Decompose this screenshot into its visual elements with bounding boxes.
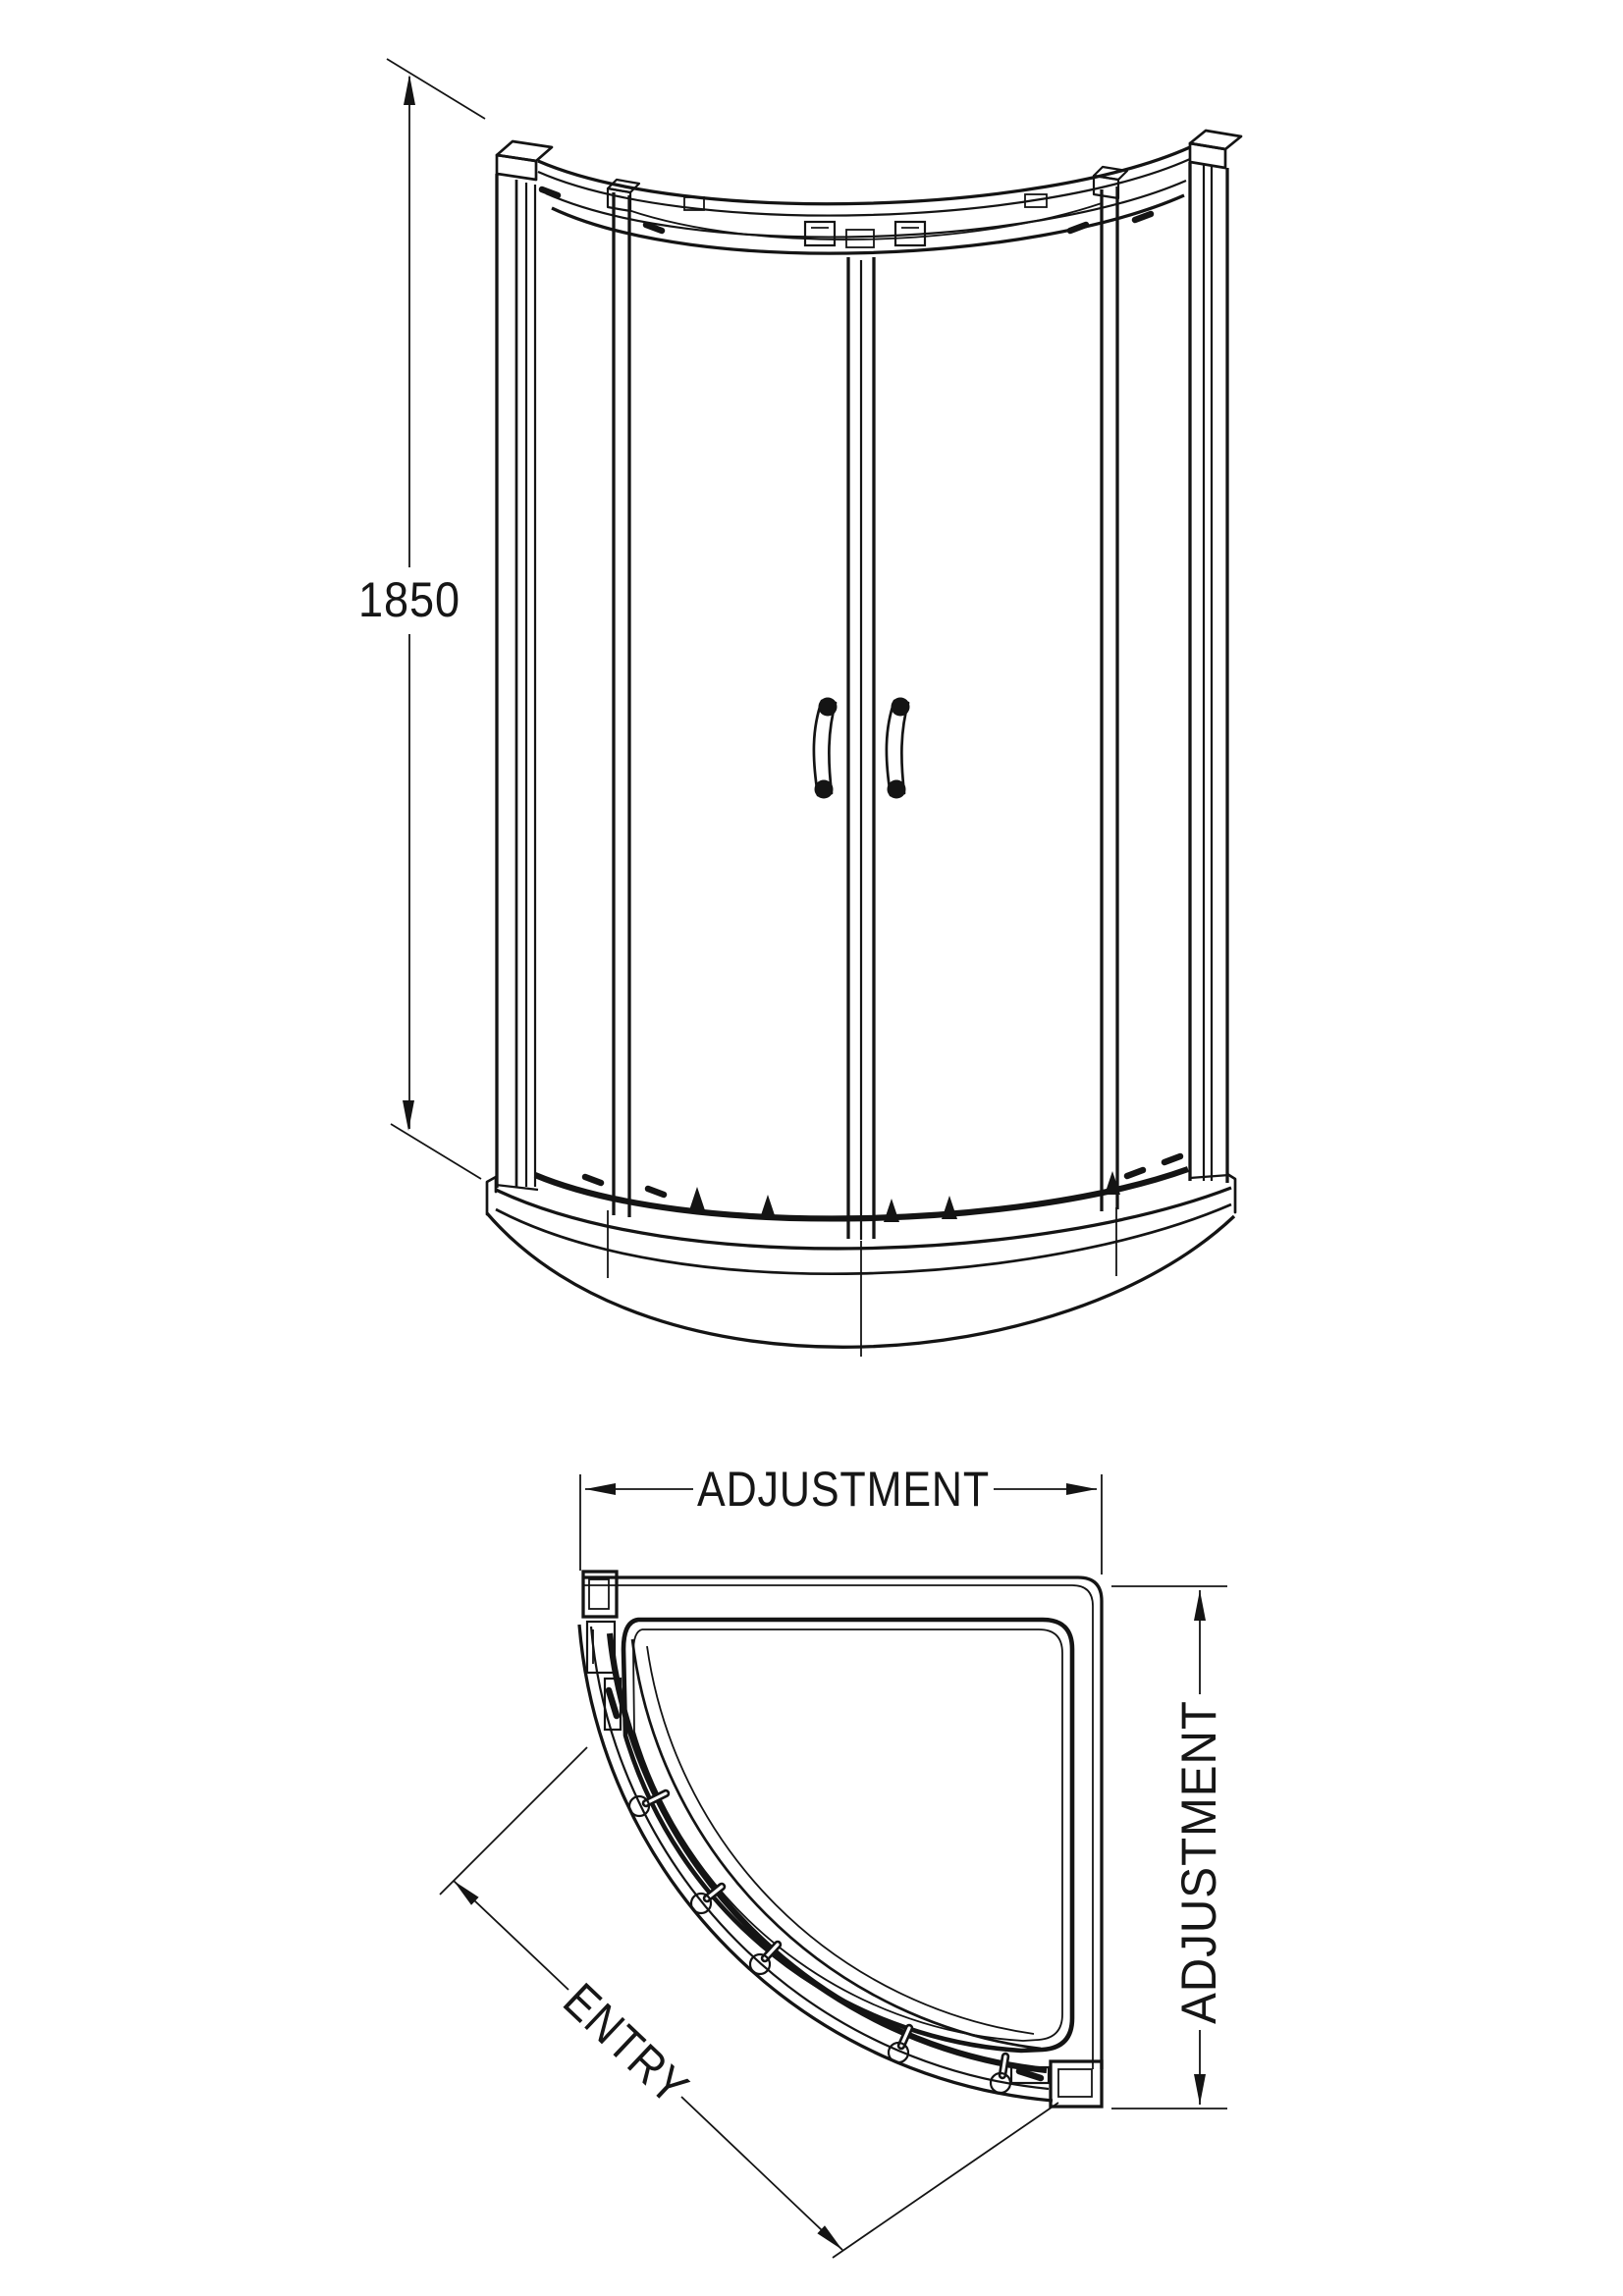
tray-inner-edge xyxy=(623,1620,1072,2051)
extension-line-top xyxy=(387,59,485,119)
glass-clamp-mark xyxy=(1127,1170,1143,1176)
bottom-roller xyxy=(884,1199,899,1222)
adjustment-vertical-label: ADJUSTMENT xyxy=(1171,1683,1226,2024)
curved-door-glass-band xyxy=(610,1633,1047,2070)
glass-panels-and-doors xyxy=(542,187,1180,1240)
arrowhead-left xyxy=(585,1483,616,1495)
arrowhead-down xyxy=(403,1100,414,1131)
curved-entry-track xyxy=(579,1620,1072,2101)
right-wall-profile xyxy=(1190,131,1241,1183)
right-post-cap-front xyxy=(1190,143,1225,168)
left-wall-profile xyxy=(496,141,552,1190)
adjustment-dimension-horizontal xyxy=(580,1462,1102,1575)
glass-clamp-mark xyxy=(1070,225,1086,231)
plan-view xyxy=(440,1462,1227,2258)
height-dimension xyxy=(358,59,485,1179)
glass-clamp-mark xyxy=(648,1189,664,1195)
plan-outline xyxy=(583,1572,1102,2107)
adjustment-dimension-vertical xyxy=(1111,1586,1227,2109)
height-dimension-label: 1850 xyxy=(358,572,460,627)
glass-clamp-mark xyxy=(585,1177,601,1183)
curved-top-rail xyxy=(538,147,1190,253)
bottom-roller xyxy=(942,1196,957,1219)
glass-clamp-mark xyxy=(646,225,662,231)
entry-dimension xyxy=(440,1747,1058,2258)
glass-clamp-mark xyxy=(542,189,558,195)
glass-clamp-mark xyxy=(1135,214,1151,220)
arrowhead-up xyxy=(404,75,415,105)
left-door-handle xyxy=(814,698,838,799)
extension-line-bottom xyxy=(833,2103,1058,2258)
glass-clamp-mark xyxy=(1164,1156,1180,1162)
extension-line-bottom xyxy=(391,1124,481,1179)
arrowhead-right xyxy=(1066,1483,1097,1495)
bottom-roller xyxy=(689,1187,705,1210)
left-post-cap-front xyxy=(497,155,536,180)
adjustment-horizontal-label: ADJUSTMENT xyxy=(697,1462,990,1517)
arrowhead-down xyxy=(1194,2074,1206,2105)
right-door-handle xyxy=(887,698,910,799)
front-elevation-view xyxy=(358,59,1241,1357)
center-hanger-left xyxy=(805,222,835,245)
entry-label: ENTRY xyxy=(553,1972,715,2130)
tray-left-end xyxy=(487,1177,496,1214)
bottom-roller xyxy=(760,1195,776,1218)
arrowhead-up xyxy=(1194,1590,1206,1621)
extension-line-top xyxy=(440,1747,587,1895)
